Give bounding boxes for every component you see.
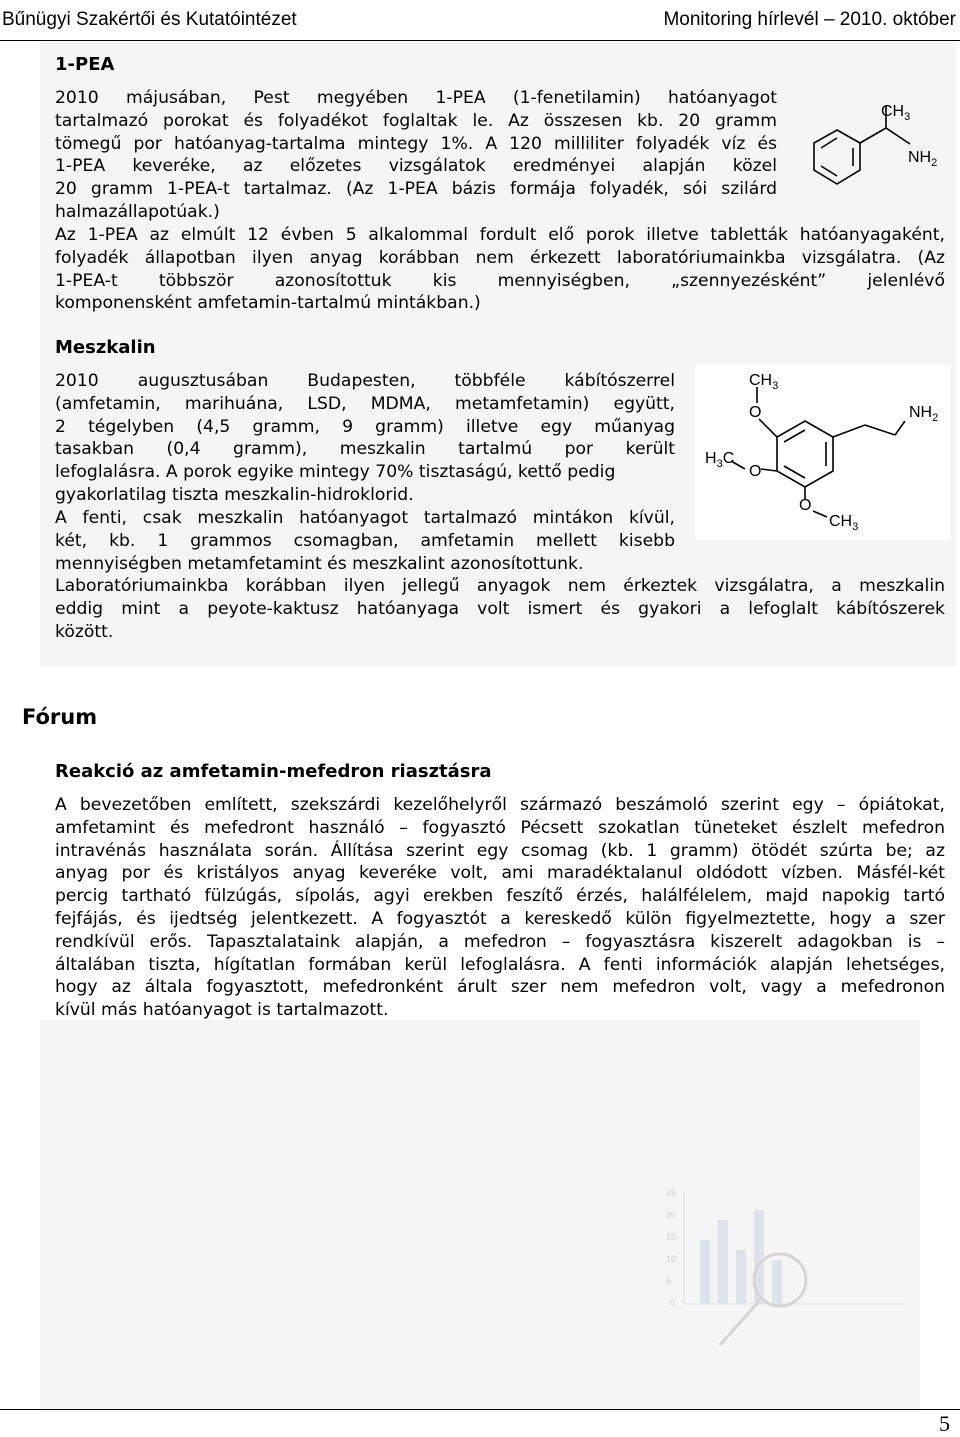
- svg-text:CH3: $CH_3$: [881, 103, 911, 123]
- svg-text:0: 0: [670, 1298, 676, 1308]
- text-line: 20 gramm 1-PEA-t tartalmaz. (Az 1-PEA bázis formája folyadék, sói szilárd: [55, 179, 777, 200]
- text-line: mennyiségben metamfetamint és meszkalint azonosítottunk.: [55, 554, 584, 574]
- text-line: Az 1-PEA az elmúlt 12 évben 5 alkalommal fordult elő porok illetve tabletták hatóanyagaként,: [55, 225, 945, 245]
- svg-text:10: 10: [666, 1254, 677, 1264]
- text-line: hogy az általa fogyasztott, mefedronként árult szer nem mefedron volt, vagy a mefedronon: [55, 977, 945, 998]
- svg-text:25: 25: [666, 1188, 677, 1198]
- text-line: 2010 augusztusában Budapesten, többféle kábítószerrel: [55, 371, 675, 391]
- text-line: A bevezetőben említett, szekszárdi kezelőhelyről származó beszámoló szerint egy – ópiátokat,: [55, 795, 945, 815]
- page-number: 5: [939, 1411, 950, 1436]
- svg-text:20: 20: [666, 1210, 677, 1220]
- svg-text:NH2: $NH_2$: [909, 404, 939, 424]
- text-line: intravénás használata során. Állítása szerint egy csomag (kb. 1 gramm) ötödét szúrta be; az: [55, 840, 945, 861]
- pea-structure-diagram: [790, 88, 960, 218]
- text-line: 2010 májusában, Pest megyében 1-PEA (1-fenetilamin) hatóanyagot: [55, 88, 777, 108]
- text-line: két, kb. 1 grammos csomagban, amfetamin mellett kisebb: [55, 530, 675, 551]
- text-line: 1-PEA-t többször azonosítottuk kis mennyiségben, „szennyezésként” jelenlévő: [55, 270, 945, 291]
- section-title-forum: Fórum: [22, 705, 98, 729]
- text-line: anyag por és kristályos anyag keveréke volt, ami maradéktalanul oldódott vízben. Másfél-két: [55, 863, 945, 884]
- text-line: halmazállapotúak.): [55, 202, 220, 222]
- text-line: tömegű por hatóanyag-tartalma mintegy 1%. A 120 milliliter folyadék víz és: [55, 133, 777, 154]
- meszkalin-paragraph-narrow-2: [55, 507, 675, 553]
- svg-text:O: O: [799, 497, 812, 514]
- svg-text:NH2: $NH_2$: [908, 149, 938, 169]
- text-line: lefoglalásra. A porok egyike mintegy 70% tisztaságú, kettő pedig: [55, 462, 616, 482]
- meszkalin-paragraph-left: [55, 461, 615, 507]
- text-line: fejfájás, és ijedtség jelentkezett. A fogyasztót a kereskedő külön figyelmeztette, hogy a szer: [55, 908, 945, 929]
- pea-paragraph-wide: [55, 224, 945, 292]
- text-line: tasakban (0,4 gramm), meszkalin tartalmú por került: [55, 439, 675, 460]
- footer-divider: [0, 1409, 960, 1410]
- text-line: percig tartható fülzúgás, sípolás, agyi erekben feszítő érzés, halálfélelem, majd napokig tartó: [55, 886, 945, 907]
- text-line: 2 tégelyben (4,5 gramm, 9 gramm) illetve egy műanyag: [55, 416, 675, 437]
- section-title-1-pea: 1-PEA: [55, 54, 115, 75]
- text-line: kívül más hatóanyagot is tartalmazott.: [55, 1000, 389, 1020]
- meszkalin-paragraph-narrow: [55, 370, 675, 461]
- text-line: Laboratóriumainkba korábban ilyen jellegű anyagok nem érkeztek vizsgálatra, a meszkalin: [55, 576, 945, 596]
- text-line: A fenti, csak meszkalin hatóanyagot tartalmazó mintákon kívül,: [55, 508, 675, 528]
- text-line: gyakorlatilag tiszta meszkalin-hidroklorid.: [55, 484, 414, 505]
- text-line: 1-PEA keveréke, az előzetes vizsgálatok eredményei alapján közel: [55, 156, 777, 177]
- forum-subtitle: Reakció az amfetamin-mefedron riasztásra: [55, 761, 492, 782]
- text-line: komponensként amfetamin-tartalmú mintákban.): [55, 293, 481, 313]
- meszkalin-structure-diagram: [695, 365, 950, 540]
- svg-text:H3C: $H_3C$: [705, 450, 735, 470]
- section-title-meszkalin: Meszkalin: [55, 337, 156, 358]
- newsletter-title: Monitoring hírlevél – 2010. október: [663, 9, 956, 30]
- text-line: amfetamint és mefedront használó – fogyasztó Pécsett szokatlan tüneteket észlelt mefedron: [55, 817, 945, 838]
- text-line: között.: [55, 622, 114, 642]
- pea-paragraph-narrow: [55, 87, 777, 201]
- watermark-chart-graphic: [660, 1180, 920, 1360]
- page-header: [0, 0, 960, 41]
- svg-text:15: 15: [666, 1232, 677, 1242]
- svg-text:O: O: [749, 404, 762, 421]
- text-line: tartalmazó porokat és folyadékot foglaltak le. Az összesen kb. 20 gramm: [55, 110, 777, 131]
- text-line: rendkívül erős. Tapasztalataink alapján, a mefedron – fogyasztásra kiszerelt adagokban is –: [55, 931, 945, 952]
- text-line: eddig mint a peyote-kaktusz hatóanyaga volt ismert és gyakori a lefoglalt kábítószerek: [55, 598, 945, 619]
- institute-name: Bűnügyi Szakértői és Kutatóintézet: [2, 9, 297, 30]
- text-line: (amfetamin, marihuána, LSD, MDMA, metamfetamin) együtt,: [55, 393, 675, 414]
- svg-text:CH3: $CH_3$: [829, 513, 859, 533]
- svg-text:CH3: $CH_3$: [749, 372, 779, 392]
- text-line: folyadék állapotban ilyen anyag korábban nem érkezett laboratóriumainkba vizsgálatra. (Az: [55, 247, 945, 268]
- meszkalin-paragraph-wide: [55, 575, 945, 621]
- text-line: általában tiszta, hígítatlan formában kerül lefoglalásra. A fenti információk alapján lehetséges,: [55, 954, 945, 975]
- svg-text:5: 5: [666, 1276, 672, 1286]
- svg-text:O: O: [749, 463, 762, 480]
- forum-paragraph: [55, 794, 945, 999]
